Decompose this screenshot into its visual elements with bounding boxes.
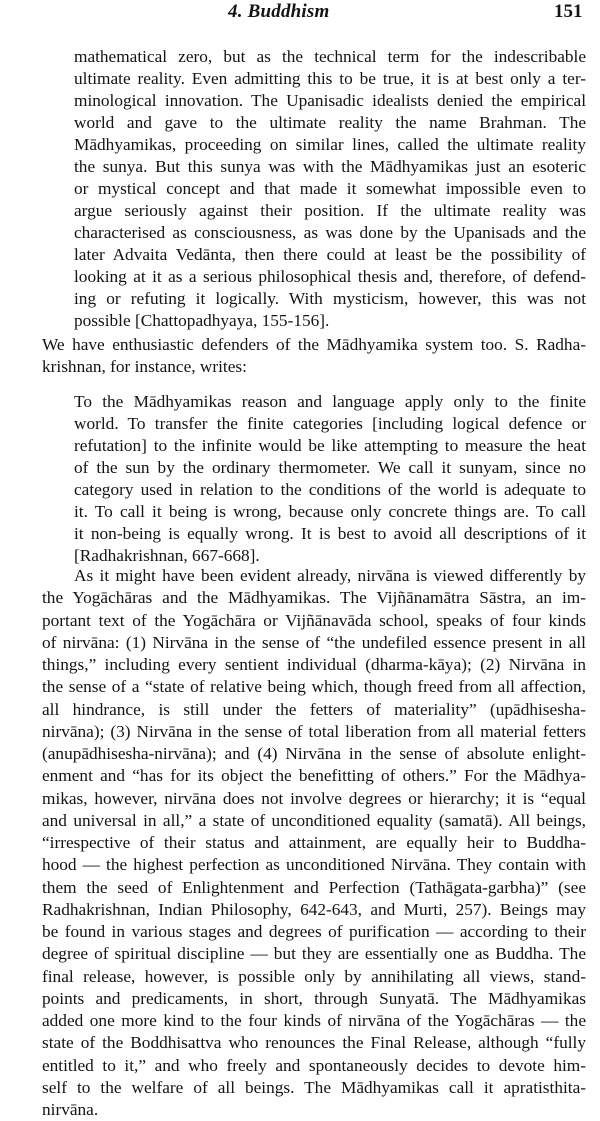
paragraph-line: the sense of a “state of relative being which, though freed from all affection,	[42, 677, 586, 697]
block-quote-line: characterised as consciousness, as was done by the Upanisads and the	[74, 223, 586, 242]
paragraph-line: (anupādhisesha-nirvāna); and (4) Nirvāna in the sense of absolute enlight-	[42, 744, 586, 763]
paragraph-line: “irrespective of their status and attainment, are equally heir to Buddha-	[42, 833, 586, 852]
paragraph-line: We have enthusiastic defenders of the Mādhyamika system too. S. Radha-	[42, 335, 586, 354]
block-quote-line: world. To transfer the finite categories [including logical defence or	[74, 414, 586, 433]
block-quote-line: [Radhakrishnan, 667-668].	[74, 546, 260, 565]
block-quote-line: Mādhyamikas, proceeding on similar lines, called the ultimate reality	[74, 135, 586, 154]
block-quote-line: ing or refuting it logically. With mysticism, however, this was not	[74, 289, 586, 308]
block-quote-line: it. To call it being is wrong, because only concrete things are. To call	[74, 502, 586, 521]
block-quote-line: possible [Chattopadhyaya, 155-156].	[74, 311, 330, 330]
paragraph-line: mikas, however, nirvāna does not involve degrees or hierarchy; it is “equal	[42, 788, 586, 808]
paragraph-line: points and predicaments, in short, through Sunyatā. The Mādhyamikas	[42, 988, 586, 1008]
paragraph-line: nirvāna); (3) Nirvāna in the sense of total liberation from all material fetters	[42, 721, 586, 741]
paragraph-line: As it might have been evident already, nirvāna is viewed differently by	[74, 566, 586, 585]
block-quote-line: looking at it as a serious philosophical thesis and, therefore, of defend-	[74, 267, 586, 286]
block-quote-line: or mystical concept and that made it somewhat impossible even to	[74, 179, 586, 198]
block-quote-line: To the Mādhyamikas reason and language apply only to the finite	[74, 392, 586, 411]
paragraph-line: enment and “has for its object the benefitting of others.” For the Mādhya-	[42, 766, 586, 786]
block-quote-line: ultimate reality. Even admitting this to be true, it is at best only a ter-	[74, 69, 586, 88]
paragraph-line: and universal in all,” a state of unconditioned equality (samatā). All beings,	[42, 810, 586, 830]
block-quote-line: of the sun by the ordinary thermometer. We call it sunyam, since no	[74, 458, 586, 477]
block-quote-line: mathematical zero, but as the technical term for the indescribable	[74, 47, 586, 66]
block-quote-line: refutation] to the infinite would be like attempting to measure the heat	[74, 436, 586, 455]
paragraph-line: self to the welfare of all beings. The Mādhyamikas call it apratisthita-	[42, 1077, 586, 1097]
paragraph-line: portant text of the Yogāchāra or Vijñānavāda school, speaks of four kinds	[42, 610, 586, 630]
block-quote-line: the sunya. But this sunya was with the Mādhyamikas just an esoteric	[74, 157, 586, 176]
paragraph-line: be found in various stages and degrees of purification — according to their	[42, 922, 586, 941]
paragraph-line: Radhakrishnan, Indian Philosophy, 642-643, and Murti, 257). Beings may	[42, 899, 586, 919]
paragraph-line: of nirvāna: (1) Nirvāna in the sense of “the undefiled essence present in all	[42, 632, 586, 652]
block-quote-line: minological innovation. The Upanisadic idealists denied the empirical	[74, 91, 586, 110]
paragraph-line: nirvāna.	[42, 1100, 99, 1119]
paragraph-line: added one more kind to the four kinds of nirvāna of the Yogāchāras — the	[42, 1011, 586, 1030]
block-quote-line: later Advaita Vedānta, then there could at least be the possibility of	[74, 245, 586, 264]
paragraph-line: entitled to it,” and who freely and spontaneously decides to devote him-	[42, 1055, 586, 1075]
page-header	[0, 0, 600, 24]
block-quote-line: argue seriously against their position. If the ultimate reality was	[74, 201, 586, 220]
paragraph-line: final release, however, is possible only by annihilating all views, stand-	[42, 966, 586, 986]
running-head-chapter: 4. Buddhism	[228, 1, 330, 22]
block-quote-line: world and gave to the ultimate reality the name Brahman. The	[74, 113, 586, 132]
paragraph-line: the Yogāchāras and the Mādhyamikas. The Vijñānamātra Sāstra, an im-	[42, 588, 586, 608]
block-quote-line: category used in relation to the conditions of the world is adequate to	[74, 480, 586, 499]
page-number: 151	[554, 1, 583, 22]
paragraph-line: state of the Boddhisattva who renounces the Final Release, although “fully	[42, 1033, 586, 1053]
paragraph-line: them the seed of Enlightenment and Perfection (Tathāgata-garbha)” (see	[42, 877, 586, 897]
paragraph-line: things,” including every sentient individual (dharma-kāya); (2) Nirvāna in	[42, 655, 586, 674]
paragraph-line: krishnan, for instance, writes:	[42, 357, 247, 376]
paragraph-line: degree of spiritual discipline — but they are essentially one as Buddha. The	[42, 944, 586, 964]
paragraph-line: all hindrance, is still under the fetters of materiality” (upādhisesha-	[42, 699, 586, 719]
block-quote-line: it non-being is equally wrong. It is best to avoid all descriptions of it	[74, 524, 586, 543]
paragraph-line: hood — the highest perfection as unconditioned Nirvāna. They contain with	[42, 855, 586, 875]
